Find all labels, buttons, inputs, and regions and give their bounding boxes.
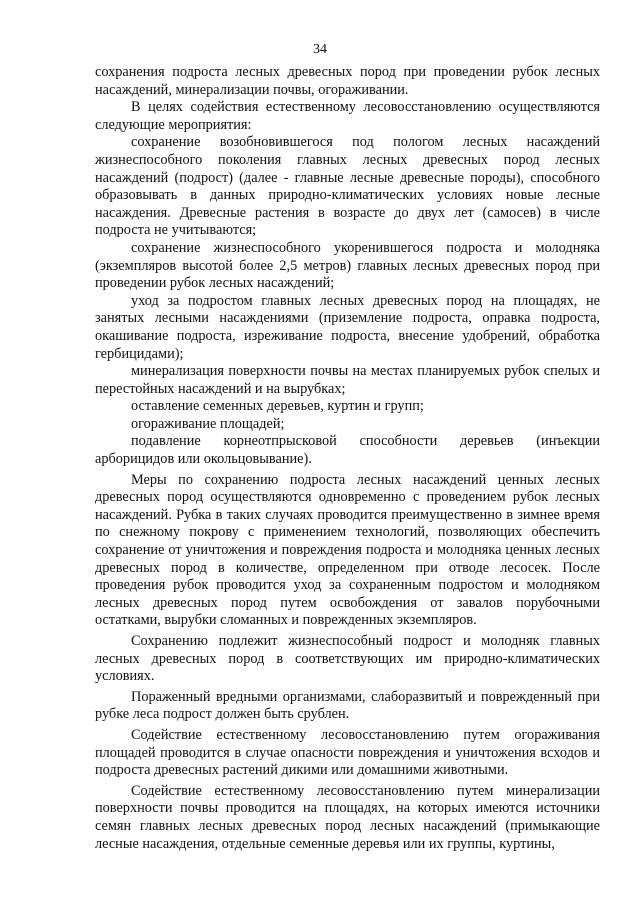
paragraph-11: Сохранению подлежит жизнеспособный подрост и молодняк главных лесных древесных пород в соответствующих им природно-климатических условиях. (95, 633, 600, 685)
paragraph-5: уход за подростом главных лесных древесных пород на площадях, не занятых лесными насаждениями (приземление подроста, оправка подроста, окашивание подроста, изреживание подроста, внесение удобрений, обработка гербицидами); (95, 292, 600, 362)
paragraph-14: Содействие естественному лесовосстановлению путем минерализации поверхности почвы проводится на площадях, на которых имеются источники семян главных лесных древесных пород лесных насаждений (примыкающие лесные насаждения, отдельные семенные деревья или их группы, куртины, (95, 782, 600, 852)
paragraph-12: Пораженный вредными организмами, слаборазвитый и поврежденный при рубке леса подрост должен быть срублен. (95, 688, 600, 723)
paragraph-10: Меры по сохранению подроста лесных насаждений ценных лесных древесных пород осуществляются одновременно с проведением рубок лесных насаждений. Рубка в таких случаях проводится преимущественно в зимнее время по снежному покрову с применением технологий, позволяющих обеспечить сохранение от уничтожения и повреждения подроста и молодняка ценных лесных древесных пород в количестве, определенном при отводе лесосек. После проведения рубок проводится уход за сохраненным подростом и молодняком лесных древесных пород путем освобождения от завалов порубочными остатками, вырубки сломанных и поврежденных экземпляров. (95, 471, 600, 629)
paragraph-13: Содействие естественному лесовосстановлению путем огораживания площадей проводится в случае опасности повреждения и уничтожения всходов и подроста древесных растений дикими или домашними животными. (95, 726, 600, 779)
paragraph-8: огораживание площадей; (131, 415, 285, 432)
page-number: 34 (313, 42, 327, 57)
paragraph-9: подавление корнеотпрысковой способности деревьев (инъекции арборицидов или окольцовывание). (95, 433, 600, 468)
paragraph-6: минерализация поверхности почвы на местах планируемых рубок спелых и перестойных насаждений и на вырубках; (95, 363, 600, 397)
paragraph-4: сохранение жизнеспособного укоренившегося подроста и молодняка (экземпляров высотой более 2,5 метров) главных лесных древесных пород при проведении рубок лесных насаждений; (95, 239, 600, 292)
paragraph-1: сохранения подроста лесных древесных пород при проведении рубок лесных насаждений, минерализации почвы, огораживании. (95, 64, 600, 98)
paragraph-7: оставление семенных деревьев, куртин и групп; (131, 398, 424, 415)
paragraph-3: сохранение возобновившегося под пологом лесных насаждений жизнеспособного поколения главных лесных древесных пород лесных насаждений (подрост) (далее - главные лесные древесные породы), способного образовывать в данных природно-климатических условиях новые лесные насаждения. Древесные растения в возрасте до двух лет (самосев) в числе подроста не учитываются; (95, 134, 600, 239)
paragraph-2: В целях содействия естественному лесовосстановлению осуществляются следующие мероприятия: (95, 99, 600, 133)
document-body (95, 64, 600, 853)
